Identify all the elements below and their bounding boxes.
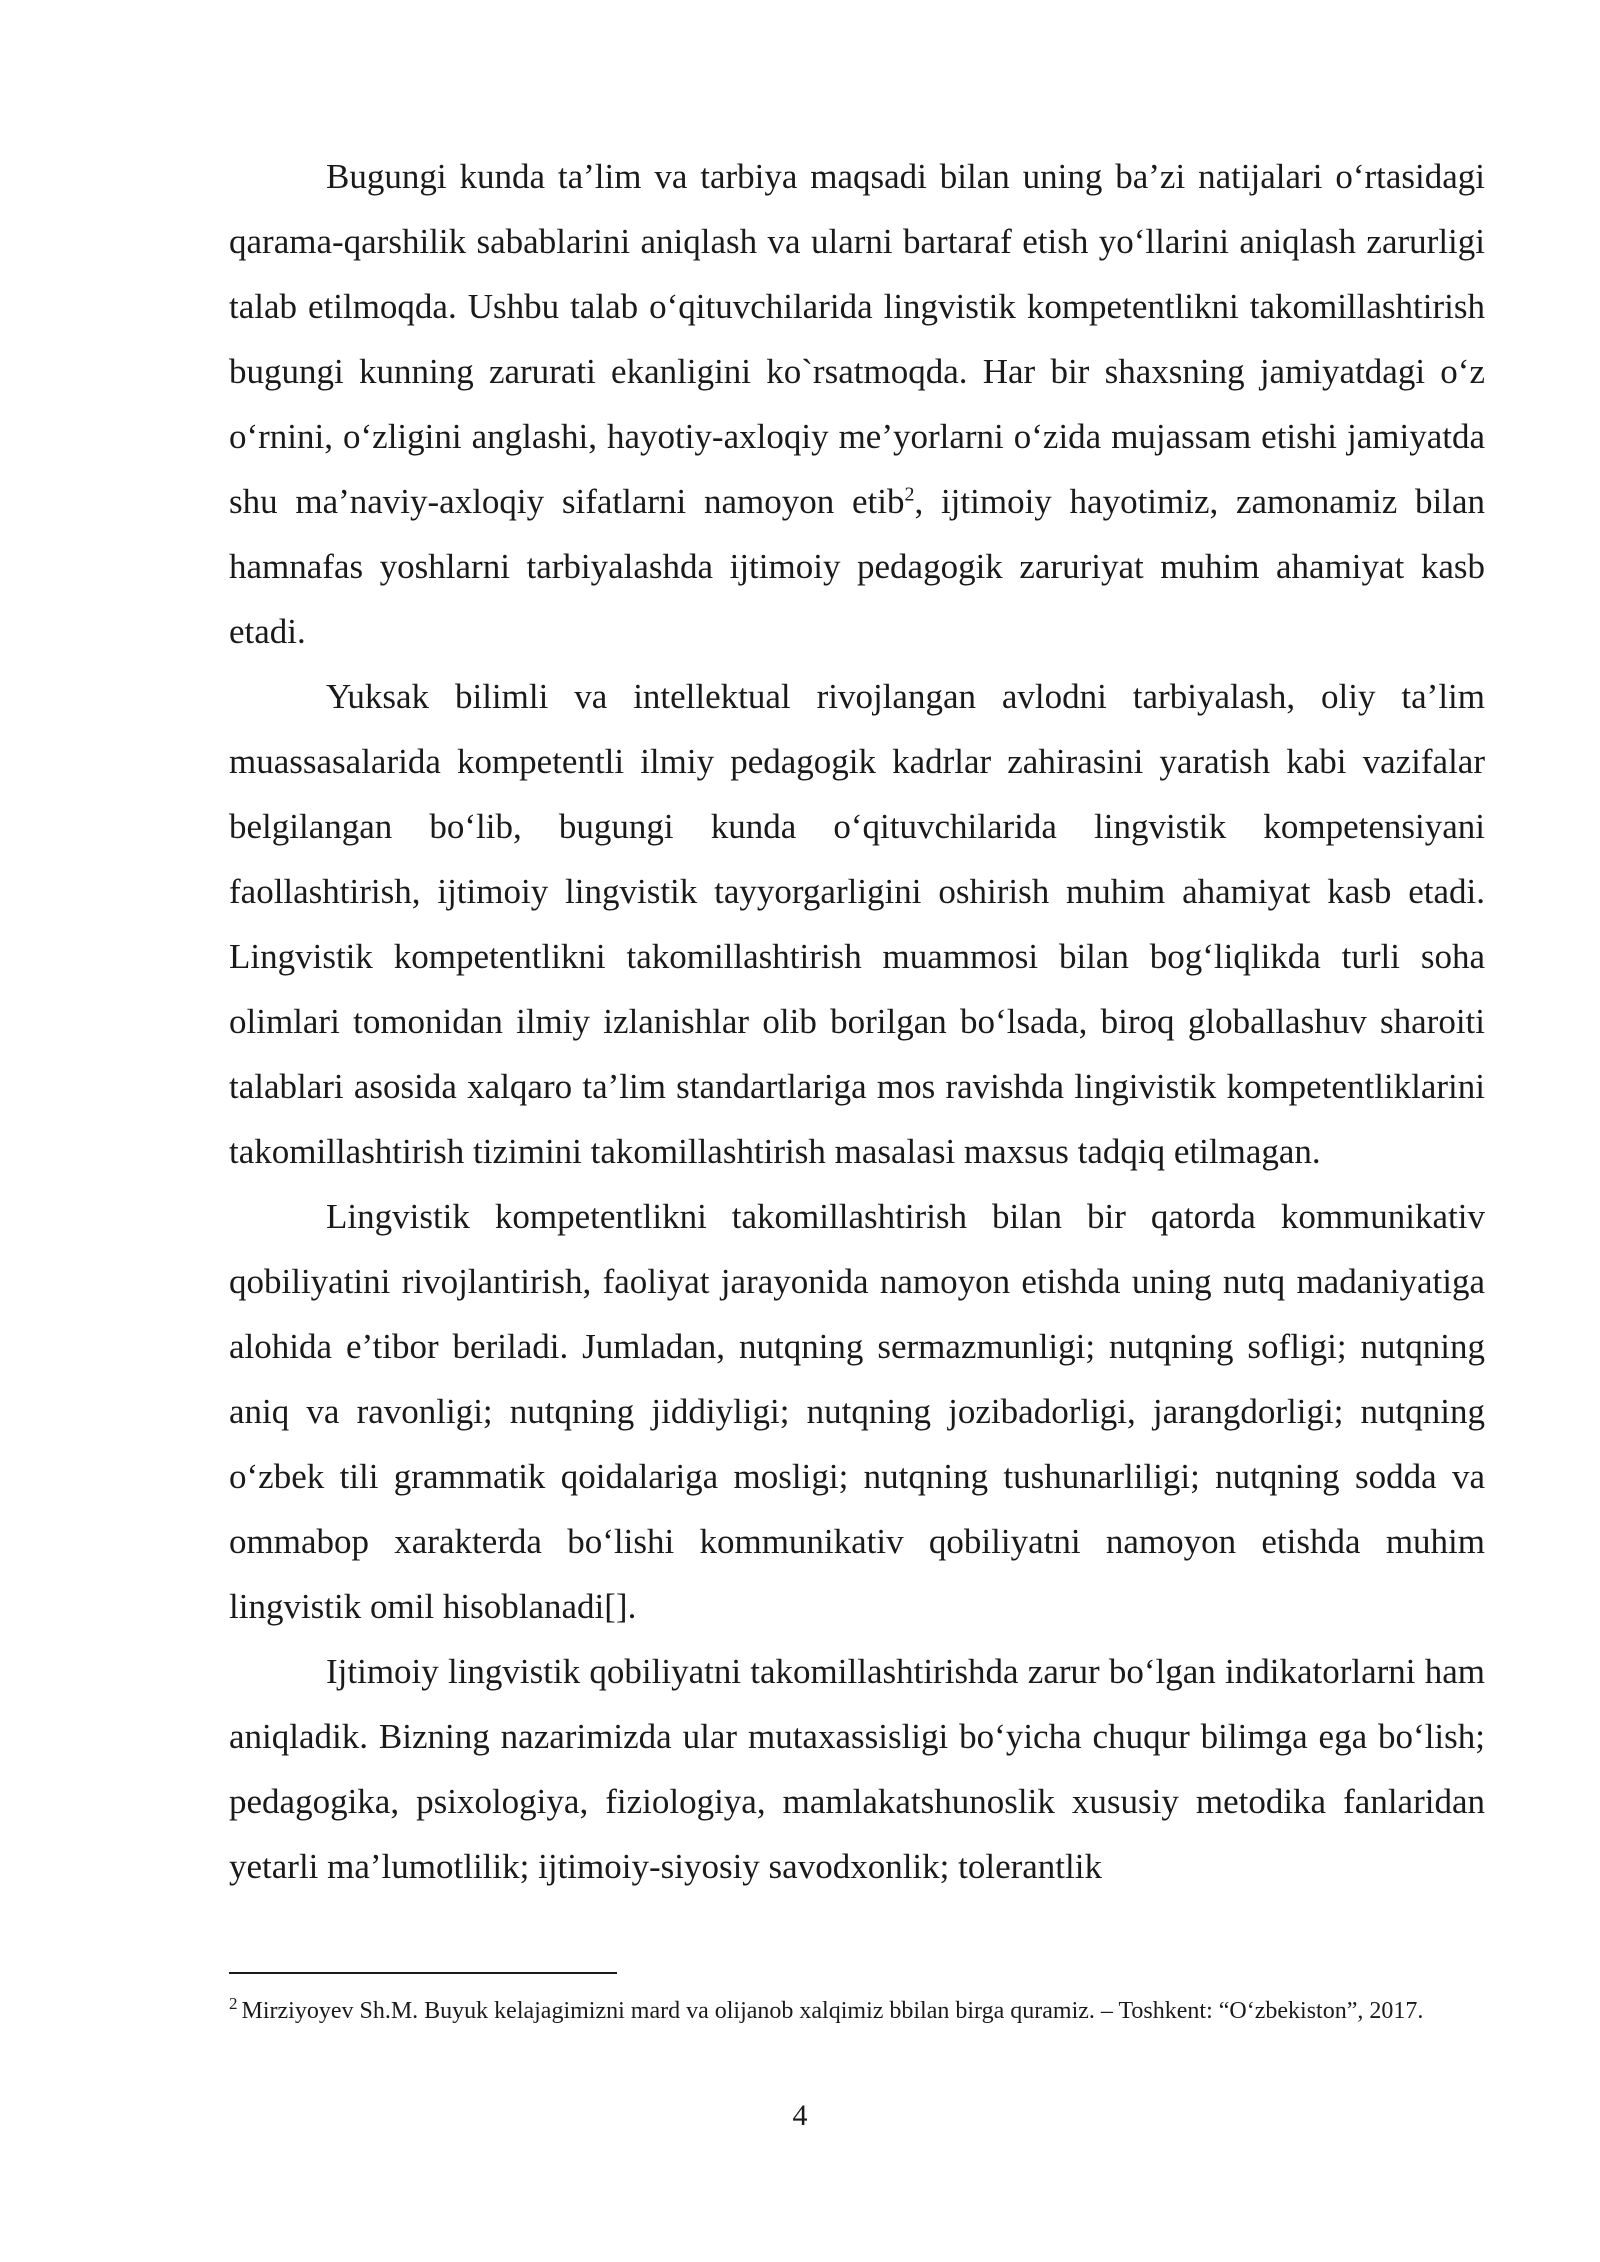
footnote-text: Mirziyoyev Sh.M. Buyuk kelajagimizni mard va olijanob xalqimiz bbilan birga quramiz. – Toshkent: “O‘zbekiston”, 2017. bbox=[241, 1998, 1424, 2024]
paragraph-1-text: Bugungi kunda ta’lim va tarbiya maqsadi bilan uning ba’zi natijalari o‘rtasidagi qarama-qarshilik sabablarini aniqlash va ularni bartaraf etish yo‘llarini aniqlash zarurligi talab etilmoqda. Ushbu talab o‘qituvchilarida lingvistik kompetentlikni takomillashtirish bugungi kunning zarurati ekanligini ko`rsatmoqda. Har bir shaxsning jamiyatdagi o‘z o‘rnini, o‘zligini anglashi, hayotiy-axloqiy me’yorlarni o‘zida mujassam etishi jamiyatda shu ma’naviy-axloqiy sifatlarni namoyon etib bbox=[229, 157, 1485, 521]
footnote bbox=[229, 1996, 1485, 2027]
paragraph-4: Ijtimoiy lingvistik qobiliyatni takomillashtirishda zarur bo‘lgan indikatorlarni ham aniqladik. Bizning nazarimizda ular mutaxassisligi bo‘yicha chuqur bilimga ega bo‘lish; pedagogika, psixologiya, fiziologiya, mamlakatshunoslik xususiy metodika fanlaridan yetarli ma’lumotlilik; ijtimoiy-siyosiy savodxonlik; tolerantlik bbox=[229, 1652, 1485, 1886]
paragraph-1 bbox=[229, 144, 1485, 664]
body-text bbox=[229, 144, 1485, 1899]
paragraph-1-text-continued: , ijtimoiy hayotimiz, zamonamiz bilan hamnafas yoshlarni tarbiyalashda ijtimoiy pedagogik zaruriyat muhim ahamiyat kasb etadi. bbox=[229, 482, 1485, 651]
paragraph-3: Lingvistik kompetentlikni takomillashtirish bilan bir qatorda kommunikativ qobiliyatini rivojlantirish, faoliyat jarayonida namoyon etishda uning nutq madaniyatiga alohida e’tibor beriladi. Jumladan, nutqning sermazmunligi; nutqning sofligi; nutqning aniq va ravonligi; nutqning jiddiyligi; nutqning jozibadorligi, jarangdorligi; nutqning o‘zbek tili grammatik qoidalariga mosligi; nutqning tushunarliligi; nutqning sodda va ommabop xarakterda bo‘lishi kommunikativ qobiliyatni namoyon etishda muhim lingvistik omil hisoblanadi[]. bbox=[229, 1197, 1485, 1626]
footnote-reference[interactable]: 2 bbox=[904, 483, 915, 506]
footnote-mark: 2 bbox=[229, 1994, 238, 2013]
footnote-separator bbox=[229, 1972, 617, 1974]
page-number: 4 bbox=[792, 2099, 808, 2132]
paragraph-2: Yuksak bilimli va intellektual rivojlangan avlodni tarbiyalash, oliy ta’lim muassasalarida kompetentli ilmiy pedagogik kadrlar zahirasini yaratish kabi vazifalar belgilangan bo‘lib, bugungi kunda o‘qituvchilarida lingvistik kompetensiyani faollashtirish, ijtimoiy lingvistik tayyorgarligini oshirish muhim ahamiyat kasb etadi. Lingvistik kompetentlikni takomillashtirish muammosi bilan bog‘liqlikda turli soha olimlari tomonidan ilmiy izlanishlar olib borilgan bo‘lsada, biroq globallashuv sharoiti talablari asosida xalqaro ta’lim standartlariga mos ravishda lingivistik kompetentliklarini takomillashtirish tizimini takomillashtirish masalasi maxsus tadqiq etilmagan. bbox=[229, 677, 1485, 1171]
